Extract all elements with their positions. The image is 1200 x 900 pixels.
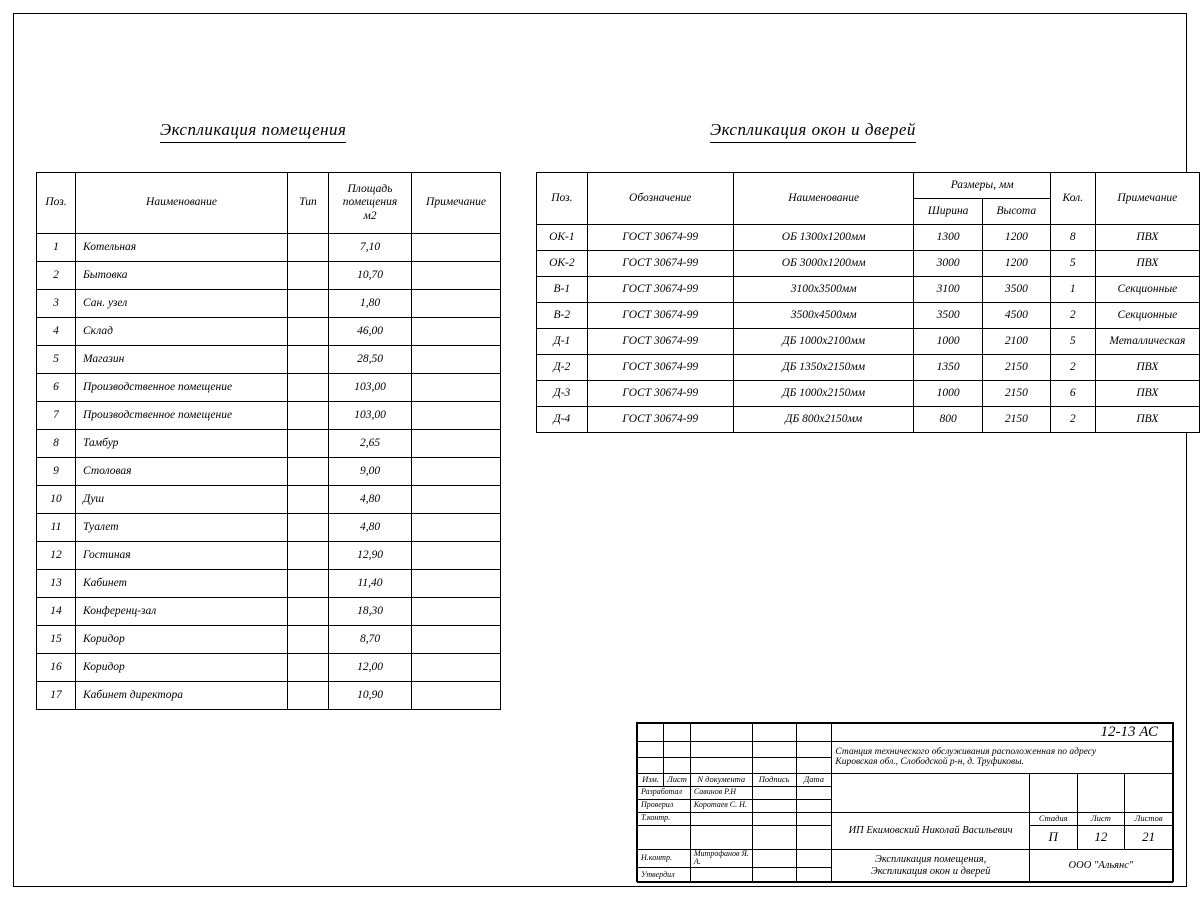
cell-name: Производственное помещение <box>76 402 288 430</box>
cell-qty: 1 <box>1050 277 1095 303</box>
table-row <box>37 654 501 682</box>
cell-note: Металлическая <box>1095 329 1199 355</box>
stamp-customer: ИП Екимовский Николай Васильевич <box>832 812 1029 849</box>
stamp-role-label <box>638 825 691 849</box>
table-row <box>537 407 1200 433</box>
stamp-role-person: Коротаев С. Н. <box>690 799 752 812</box>
cell-note <box>412 318 501 346</box>
cell-area: 2,65 <box>329 430 412 458</box>
cell-designation: ГОСТ 30674-99 <box>587 303 733 329</box>
table-row <box>537 251 1200 277</box>
cell-width: 1000 <box>914 329 982 355</box>
stamp-header-izm: Изм. <box>638 773 664 786</box>
stamp-row-role-4 <box>638 849 1173 868</box>
openings-table-body <box>537 225 1200 433</box>
table-row <box>37 458 501 486</box>
stamp-cell-blank <box>638 757 664 773</box>
stamp-cell-blank <box>752 757 796 773</box>
stamp-role-person <box>690 812 752 825</box>
page-title-rooms: Экспликация помещения <box>160 120 346 143</box>
cell-pos: 8 <box>37 430 76 458</box>
cell-width: 3100 <box>914 277 982 303</box>
table-row <box>37 542 501 570</box>
stamp-row-object1 <box>638 741 1173 757</box>
table-row <box>37 262 501 290</box>
cell-name: 3500х4500мм <box>733 303 914 329</box>
stamp-cell-blank <box>752 724 796 742</box>
stamp-cell-blank <box>663 724 690 742</box>
stamp-role-person: Савинов Р.Н <box>690 786 752 799</box>
stamp-sheet-title-line2: Экспликация окон и дверей <box>870 865 991 877</box>
header-area <box>329 173 412 234</box>
cell-pos: 2 <box>37 262 76 290</box>
cell-type <box>288 290 329 318</box>
cell-note <box>412 514 501 542</box>
cell-note: ПВХ <box>1095 381 1199 407</box>
cell-area: 46,00 <box>329 318 412 346</box>
cell-pos: В-1 <box>537 277 588 303</box>
cell-qty: 5 <box>1050 251 1095 277</box>
cell-name: Душ <box>76 486 288 514</box>
cell-name: Котельная <box>76 234 288 262</box>
stamp-object-line1: Станция технического обслуживания расположенная по адресу <box>835 746 1097 757</box>
cell-pos: 3 <box>37 290 76 318</box>
stamp-cell-date <box>796 786 832 799</box>
table-row <box>37 402 501 430</box>
stamp-cell-sign <box>752 825 796 849</box>
cell-designation: ГОСТ 30674-99 <box>587 329 733 355</box>
stamp-role-label: Утвердил <box>638 868 691 883</box>
cell-area: 12,00 <box>329 654 412 682</box>
stamp-header-list: Лист <box>663 773 690 786</box>
stamp-role-label: Разработал <box>638 786 691 799</box>
cell-note: ПВХ <box>1095 251 1199 277</box>
cell-name: ДБ 1350х2150мм <box>733 355 914 381</box>
stamp-cell-sign <box>752 849 796 868</box>
cell-qty: 2 <box>1050 303 1095 329</box>
cell-type <box>288 346 329 374</box>
openings-table-head <box>537 173 1200 225</box>
stamp-cell-sign <box>752 786 796 799</box>
cell-pos: ОК-2 <box>537 251 588 277</box>
stamp-header-stage: Стадия <box>1029 812 1077 825</box>
cell-type <box>288 374 329 402</box>
cell-name: Столовая <box>76 458 288 486</box>
cell-qty: 2 <box>1050 355 1095 381</box>
cell-type <box>288 262 329 290</box>
header-area-line2: помещения <box>342 196 398 209</box>
cell-area: 10,70 <box>329 262 412 290</box>
stamp-role-label: Т.контр. <box>638 812 691 825</box>
stamp-header-date: Дата <box>796 773 832 786</box>
cell-type <box>288 542 329 570</box>
cell-pos: 7 <box>37 402 76 430</box>
table-row <box>37 626 501 654</box>
stamp-cell-date <box>796 825 832 849</box>
cell-pos: 9 <box>37 458 76 486</box>
cell-name: Конференц-зал <box>76 598 288 626</box>
cell-pos: Д-3 <box>537 381 588 407</box>
stamp-cell-blank <box>796 724 832 742</box>
cell-name: Кабинет директора <box>76 682 288 710</box>
cell-pos: 1 <box>37 234 76 262</box>
table-row <box>37 570 501 598</box>
cell-pos: 6 <box>37 374 76 402</box>
cell-designation: ГОСТ 30674-99 <box>587 355 733 381</box>
cell-pos: 17 <box>37 682 76 710</box>
stamp-cell-blank <box>638 724 664 742</box>
cell-note: ПВХ <box>1095 407 1199 433</box>
cell-pos: 15 <box>37 626 76 654</box>
cell-name: Гостиная <box>76 542 288 570</box>
cell-pos: Д-4 <box>537 407 588 433</box>
cell-area: 1,80 <box>329 290 412 318</box>
cell-pos: ОК-1 <box>537 225 588 251</box>
stamp-header-doc: N документа <box>690 773 752 786</box>
header-area-line1: Площадь <box>347 183 393 196</box>
stamp-cell-blank <box>663 757 690 773</box>
cell-type <box>288 486 329 514</box>
table-row <box>537 329 1200 355</box>
stamp-table <box>637 723 1173 883</box>
cell-name: 3100х3500мм <box>733 277 914 303</box>
cell-designation: ГОСТ 30674-99 <box>587 251 733 277</box>
cell-pos: 14 <box>37 598 76 626</box>
stamp-cell-blank <box>1125 773 1173 812</box>
header-note: Примечание <box>412 173 501 234</box>
rooms-exlication-table <box>36 172 501 710</box>
table-row <box>37 234 501 262</box>
cell-name: ОБ 1300х1200мм <box>733 225 914 251</box>
stamp-cell-blank <box>690 757 752 773</box>
stamp-role-person <box>690 825 752 849</box>
header-qty: Кол. <box>1050 173 1095 225</box>
cell-qty: 8 <box>1050 225 1095 251</box>
stamp-cell-blank <box>832 773 1029 812</box>
cell-area: 28,50 <box>329 346 412 374</box>
cell-name: Бытовка <box>76 262 288 290</box>
stamp-row-role-2 <box>638 812 1173 825</box>
cell-type <box>288 570 329 598</box>
stamp-cell-date <box>796 799 832 812</box>
stamp-cell-blank <box>690 724 752 742</box>
cell-type <box>288 682 329 710</box>
cell-height: 3500 <box>982 277 1050 303</box>
cell-name: Склад <box>76 318 288 346</box>
cell-note: Секционные <box>1095 303 1199 329</box>
stamp-header-sheet: Лист <box>1077 812 1125 825</box>
cell-area: 4,80 <box>329 486 412 514</box>
cell-name: ОБ 3000х1200мм <box>733 251 914 277</box>
title-block-stamp <box>636 722 1174 882</box>
stamp-cell-sign <box>752 868 796 883</box>
stamp-cell-blank <box>1029 773 1077 812</box>
table-row <box>537 355 1200 381</box>
cell-pos: Д-1 <box>537 329 588 355</box>
cell-height: 2150 <box>982 381 1050 407</box>
table-row <box>37 486 501 514</box>
cell-note <box>412 458 501 486</box>
header-pos: Поз. <box>537 173 588 225</box>
cell-type <box>288 430 329 458</box>
header-name: Наименование <box>733 173 914 225</box>
cell-name: Магазин <box>76 346 288 374</box>
header-pos: Поз. <box>37 173 76 234</box>
cell-note: ПВХ <box>1095 225 1199 251</box>
header-note: Примечание <box>1095 173 1199 225</box>
cell-name: ДБ 800х2150мм <box>733 407 914 433</box>
cell-pos: 5 <box>37 346 76 374</box>
cell-width: 1350 <box>914 355 982 381</box>
header-width: Ширина <box>914 199 982 225</box>
stamp-object-line2: Кировская обл., Слободской р-н, д. Труфиковы. <box>835 757 1024 767</box>
cell-name: ДБ 1000х2150мм <box>733 381 914 407</box>
stamp-cell-date <box>796 812 832 825</box>
header-name: Наименование <box>76 173 288 234</box>
cell-width: 800 <box>914 407 982 433</box>
cell-pos: 4 <box>37 318 76 346</box>
cell-note: ПВХ <box>1095 355 1199 381</box>
cell-height: 2100 <box>982 329 1050 355</box>
stamp-cell-blank <box>1077 773 1125 812</box>
cell-pos: 10 <box>37 486 76 514</box>
stamp-cell-blank <box>796 757 832 773</box>
cell-pos: 11 <box>37 514 76 542</box>
header-designation: Обозначение <box>587 173 733 225</box>
cell-height: 1200 <box>982 225 1050 251</box>
table-row <box>537 277 1200 303</box>
table-header-row <box>37 173 501 234</box>
stamp-cell-blank <box>638 741 664 757</box>
cell-type <box>288 458 329 486</box>
cell-pos: 12 <box>37 542 76 570</box>
cell-area: 4,80 <box>329 514 412 542</box>
stamp-sheets-value: 21 <box>1125 825 1173 849</box>
cell-name: Кабинет <box>76 570 288 598</box>
table-row <box>37 290 501 318</box>
stamp-cell-sign <box>752 812 796 825</box>
cell-note <box>412 654 501 682</box>
cell-area: 11,40 <box>329 570 412 598</box>
stamp-cell-blank <box>796 741 832 757</box>
table-row <box>37 682 501 710</box>
cell-area: 8,70 <box>329 626 412 654</box>
table-row <box>37 598 501 626</box>
cell-area: 10,90 <box>329 682 412 710</box>
cell-height: 1200 <box>982 251 1050 277</box>
cell-note <box>412 430 501 458</box>
cell-note: Секционные <box>1095 277 1199 303</box>
cell-note <box>412 290 501 318</box>
cell-name: Коридор <box>76 626 288 654</box>
cell-area: 7,10 <box>329 234 412 262</box>
cell-pos: В-2 <box>537 303 588 329</box>
cell-type <box>288 402 329 430</box>
cell-note <box>412 598 501 626</box>
cell-note <box>412 234 501 262</box>
header-sizes: Размеры, мм <box>914 173 1050 199</box>
cell-qty: 2 <box>1050 407 1095 433</box>
cell-pos: 16 <box>37 654 76 682</box>
cell-note <box>412 402 501 430</box>
cell-area: 12,90 <box>329 542 412 570</box>
cell-note <box>412 346 501 374</box>
stamp-header-sheets: Листов <box>1125 812 1173 825</box>
cell-name: Производственное помещение <box>76 374 288 402</box>
stamp-row-colheaders <box>638 773 1173 786</box>
cell-note <box>412 682 501 710</box>
stamp-cell-date <box>796 849 832 868</box>
cell-designation: ГОСТ 30674-99 <box>587 225 733 251</box>
cell-type <box>288 626 329 654</box>
cell-height: 2150 <box>982 355 1050 381</box>
cell-height: 4500 <box>982 303 1050 329</box>
cell-pos: Д-2 <box>537 355 588 381</box>
header-height: Высота <box>982 199 1050 225</box>
cell-name: Туалет <box>76 514 288 542</box>
cell-type <box>288 234 329 262</box>
stamp-sheet-title <box>832 849 1029 883</box>
cell-type <box>288 514 329 542</box>
cell-area: 9,00 <box>329 458 412 486</box>
cell-width: 3000 <box>914 251 982 277</box>
stamp-role-person <box>690 868 752 883</box>
cell-name: Тамбур <box>76 430 288 458</box>
stamp-cell-sign <box>752 799 796 812</box>
table-header-row <box>537 173 1200 199</box>
rooms-table-head <box>37 173 501 234</box>
stamp-cell-blank <box>752 741 796 757</box>
rooms-table-body <box>37 234 501 710</box>
cell-height: 2150 <box>982 407 1050 433</box>
cell-pos: 13 <box>37 570 76 598</box>
stamp-object-name <box>832 741 1173 773</box>
stamp-header-sign: Подпись <box>752 773 796 786</box>
cell-name: Коридор <box>76 654 288 682</box>
cell-type <box>288 598 329 626</box>
header-type: Тип <box>288 173 329 234</box>
table-row <box>537 303 1200 329</box>
cell-name: ДБ 1000х2100мм <box>733 329 914 355</box>
stamp-role-label: Н.контр. <box>638 849 691 868</box>
cell-area: 18,30 <box>329 598 412 626</box>
cell-note <box>412 626 501 654</box>
stamp-cell-blank <box>663 741 690 757</box>
stamp-cell-date <box>796 868 832 883</box>
table-row <box>537 225 1200 251</box>
table-row <box>37 430 501 458</box>
cell-note <box>412 262 501 290</box>
stamp-sheet-title-line1: Экспликация помещения, <box>874 854 987 866</box>
cell-name: Сан. узел <box>76 290 288 318</box>
table-row <box>37 318 501 346</box>
cell-note <box>412 374 501 402</box>
table-row <box>37 374 501 402</box>
stamp-role-label: Проверил <box>638 799 691 812</box>
cell-type <box>288 318 329 346</box>
stamp-project-code: 12-13 АС <box>832 724 1173 742</box>
stamp-role-person: Митрофанов Я. А. <box>690 849 752 868</box>
openings-exlication-table <box>536 172 1200 433</box>
cell-width: 3500 <box>914 303 982 329</box>
table-row <box>537 381 1200 407</box>
page-title-openings: Экспликация окон и дверей <box>710 120 916 143</box>
cell-qty: 5 <box>1050 329 1095 355</box>
stamp-stage-value: П <box>1029 825 1077 849</box>
stamp-organization: ООО "Альянс" <box>1029 849 1172 883</box>
table-row <box>37 514 501 542</box>
cell-designation: ГОСТ 30674-99 <box>587 381 733 407</box>
cell-area: 103,00 <box>329 402 412 430</box>
cell-note <box>412 542 501 570</box>
cell-width: 1300 <box>914 225 982 251</box>
header-area-line3: м2 <box>363 209 377 222</box>
cell-qty: 6 <box>1050 381 1095 407</box>
cell-width: 1000 <box>914 381 982 407</box>
stamp-row-code <box>638 724 1173 742</box>
stamp-cell-blank <box>690 741 752 757</box>
stamp-sheet-value: 12 <box>1077 825 1125 849</box>
cell-designation: ГОСТ 30674-99 <box>587 277 733 303</box>
table-row <box>37 346 501 374</box>
cell-note <box>412 486 501 514</box>
cell-area: 103,00 <box>329 374 412 402</box>
cell-type <box>288 654 329 682</box>
cell-note <box>412 570 501 598</box>
cell-designation: ГОСТ 30674-99 <box>587 407 733 433</box>
